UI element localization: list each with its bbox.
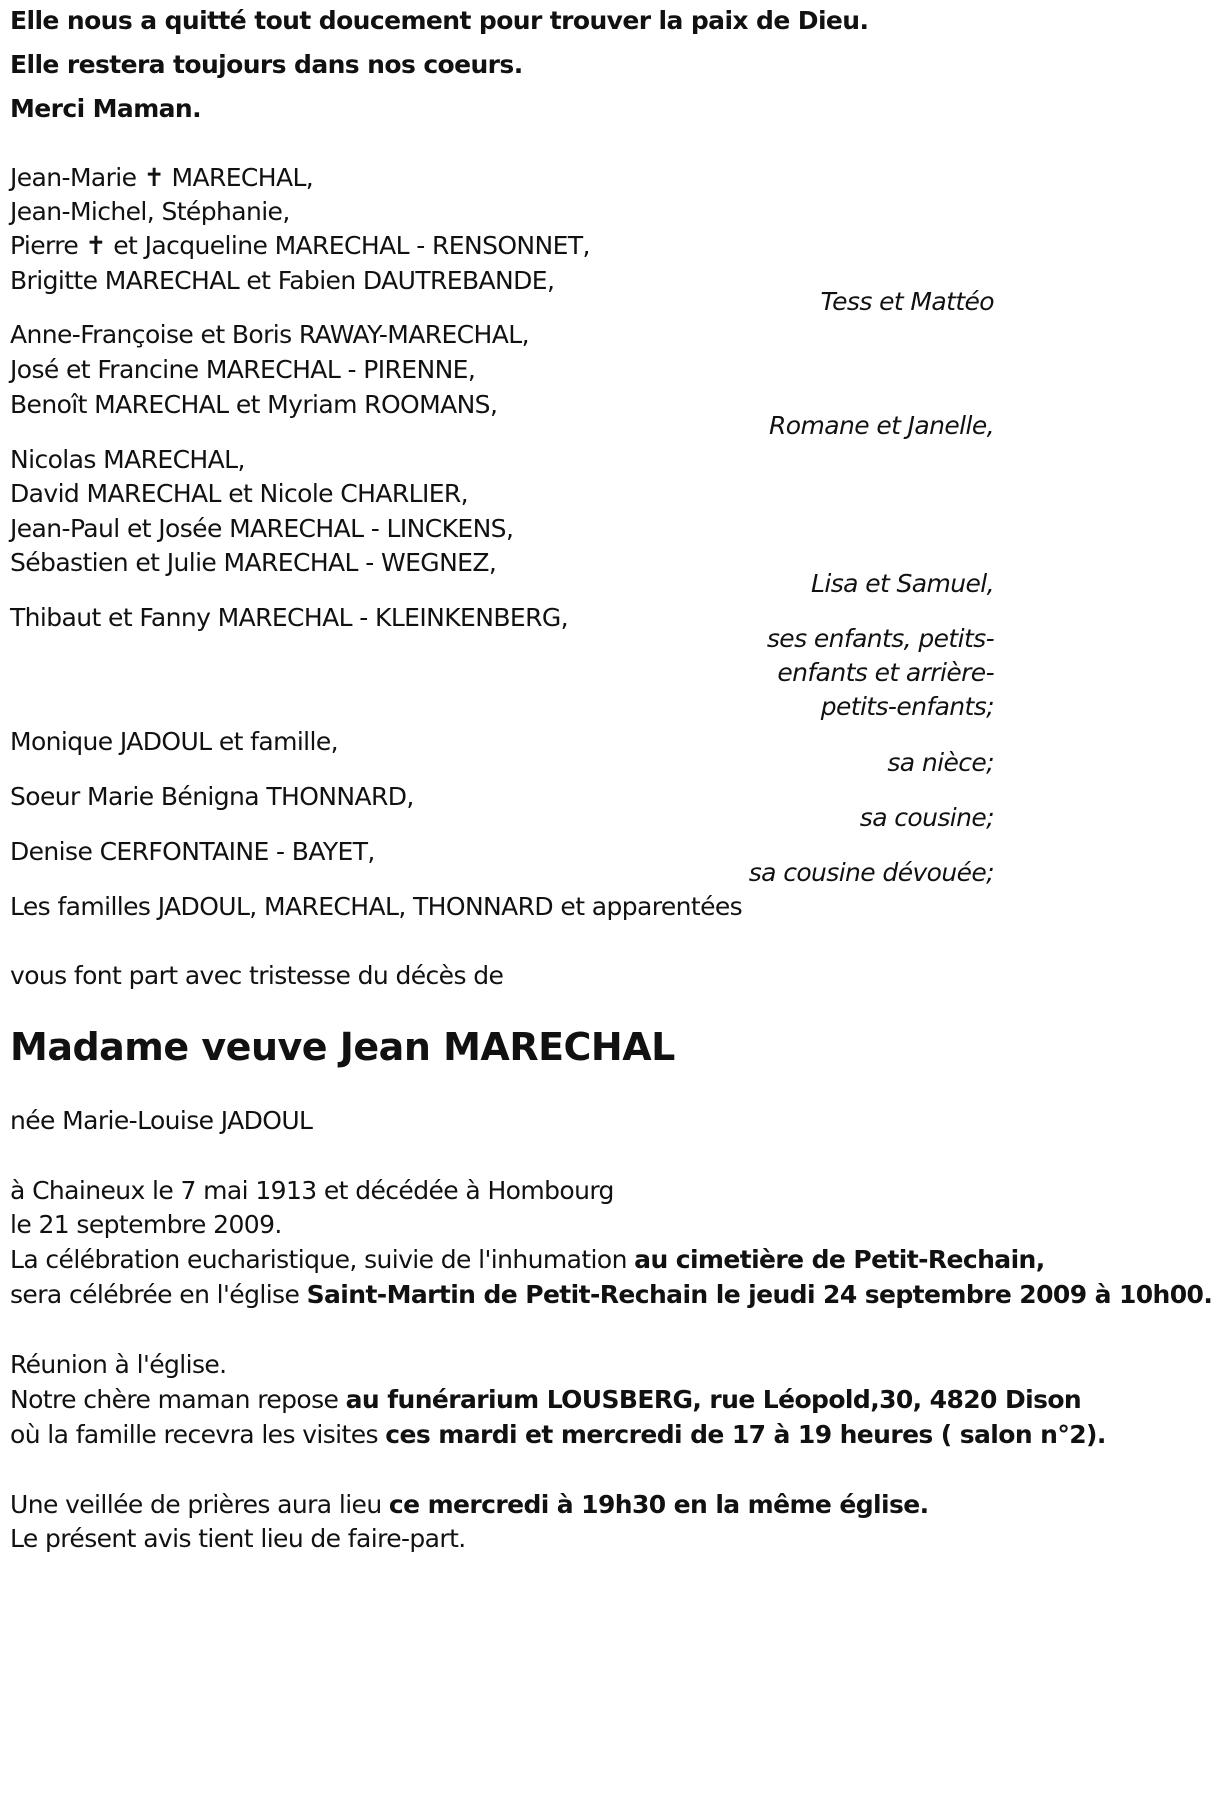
family-member: Pierre ✝ et Jacqueline MARECHAL - RENSONNET, xyxy=(10,231,590,260)
relation-label: Romane et Janelle, xyxy=(769,411,994,440)
family-member: Monique JADOUL et famille, xyxy=(10,727,339,756)
closing-line: Le présent avis tient lieu de faire-part. xyxy=(10,1524,466,1553)
death-line: le 21 septembre 2009. xyxy=(10,1210,282,1239)
ceremony-text: La célébration eucharistique, suivie de l'inhumation xyxy=(10,1245,635,1274)
relation-label: petits-enfants; xyxy=(820,692,994,721)
family-member: Denise CERFONTAINE - BAYET, xyxy=(10,837,375,866)
vigil-text: Une veillée de prières aura lieu xyxy=(10,1490,389,1519)
vigil-line xyxy=(10,1488,929,1522)
family-member: Brigitte MARECHAL et Fabien DAUTREBANDE, xyxy=(10,266,555,295)
deceased-born-name: née Marie-Louise JADOUL xyxy=(10,1106,313,1135)
family-member: Jean-Marie ✝ MARECHAL, xyxy=(10,163,314,192)
family-member: Benoît MARECHAL et Myriam ROOMANS, xyxy=(10,390,498,419)
relation-label: enfants et arrière- xyxy=(777,658,994,687)
family-member: Jean-Paul et Josée MARECHAL - LINCKENS, xyxy=(10,514,514,543)
ceremony-church-date: Saint-Martin de Petit-Rechain le jeudi 24 septembre 2009 à 10h00. xyxy=(306,1280,1212,1309)
family-member: Les familles JADOUL, MARECHAL, THONNARD et apparentées xyxy=(10,892,743,921)
relation-label: sa cousine; xyxy=(859,803,994,832)
announcement: vous font part avec tristesse du décès de xyxy=(10,961,504,990)
family-member: Sébastien et Julie MARECHAL - WEGNEZ, xyxy=(10,548,497,577)
relation-label: sa cousine dévouée; xyxy=(748,858,994,887)
family-member: David MARECHAL et Nicole CHARLIER, xyxy=(10,479,469,508)
meeting-line: Réunion à l'église. xyxy=(10,1350,227,1379)
birth-line: à Chaineux le 7 mai 1913 et décédée à Hombourg xyxy=(10,1176,614,1205)
family-member: Thibaut et Fanny MARECHAL - KLEINKENBERG, xyxy=(10,603,568,632)
vigil-time: ce mercredi à 19h30 en la même église. xyxy=(388,1490,929,1519)
relation-label: Lisa et Samuel, xyxy=(811,569,994,598)
deceased-name: Madame veuve Jean MARECHAL xyxy=(10,1025,675,1069)
family-member: Jean-Michel, Stéphanie, xyxy=(10,197,290,226)
relation-label: sa nièce; xyxy=(887,748,994,777)
ceremony-line xyxy=(10,1278,1212,1312)
intro-line: Merci Maman. xyxy=(10,94,202,123)
rest-funeral-home: au funérarium LOUSBERG, rue Léopold,30, 4820 Dison xyxy=(345,1385,1082,1414)
ceremony-cemetery: au cimetière de Petit-Rechain, xyxy=(634,1245,1045,1274)
family-member: Nicolas MARECHAL, xyxy=(10,445,245,474)
family-member: Soeur Marie Bénigna THONNARD, xyxy=(10,782,414,811)
family-member: Anne-Françoise et Boris RAWAY-MARECHAL, xyxy=(10,320,529,349)
intro-line: Elle restera toujours dans nos coeurs. xyxy=(10,50,523,79)
relation-label: Tess et Mattéo xyxy=(820,287,994,316)
rest-text: où la famille recevra les visites xyxy=(10,1420,386,1449)
ceremony-text: sera célébrée en l'église xyxy=(10,1280,307,1309)
intro-line: Elle nous a quitté tout doucement pour trouver la paix de Dieu. xyxy=(10,6,869,35)
rest-text: Notre chère maman repose xyxy=(10,1385,346,1414)
family-member: José et Francine MARECHAL - PIRENNE, xyxy=(10,355,476,384)
rest-visiting-hours: ces mardi et mercredi de 17 à 19 heures ( salon n°2). xyxy=(385,1420,1106,1449)
rest-line xyxy=(10,1418,1106,1452)
ceremony-line xyxy=(10,1243,1045,1277)
relation-label: ses enfants, petits- xyxy=(766,624,994,653)
rest-line xyxy=(10,1383,1081,1417)
